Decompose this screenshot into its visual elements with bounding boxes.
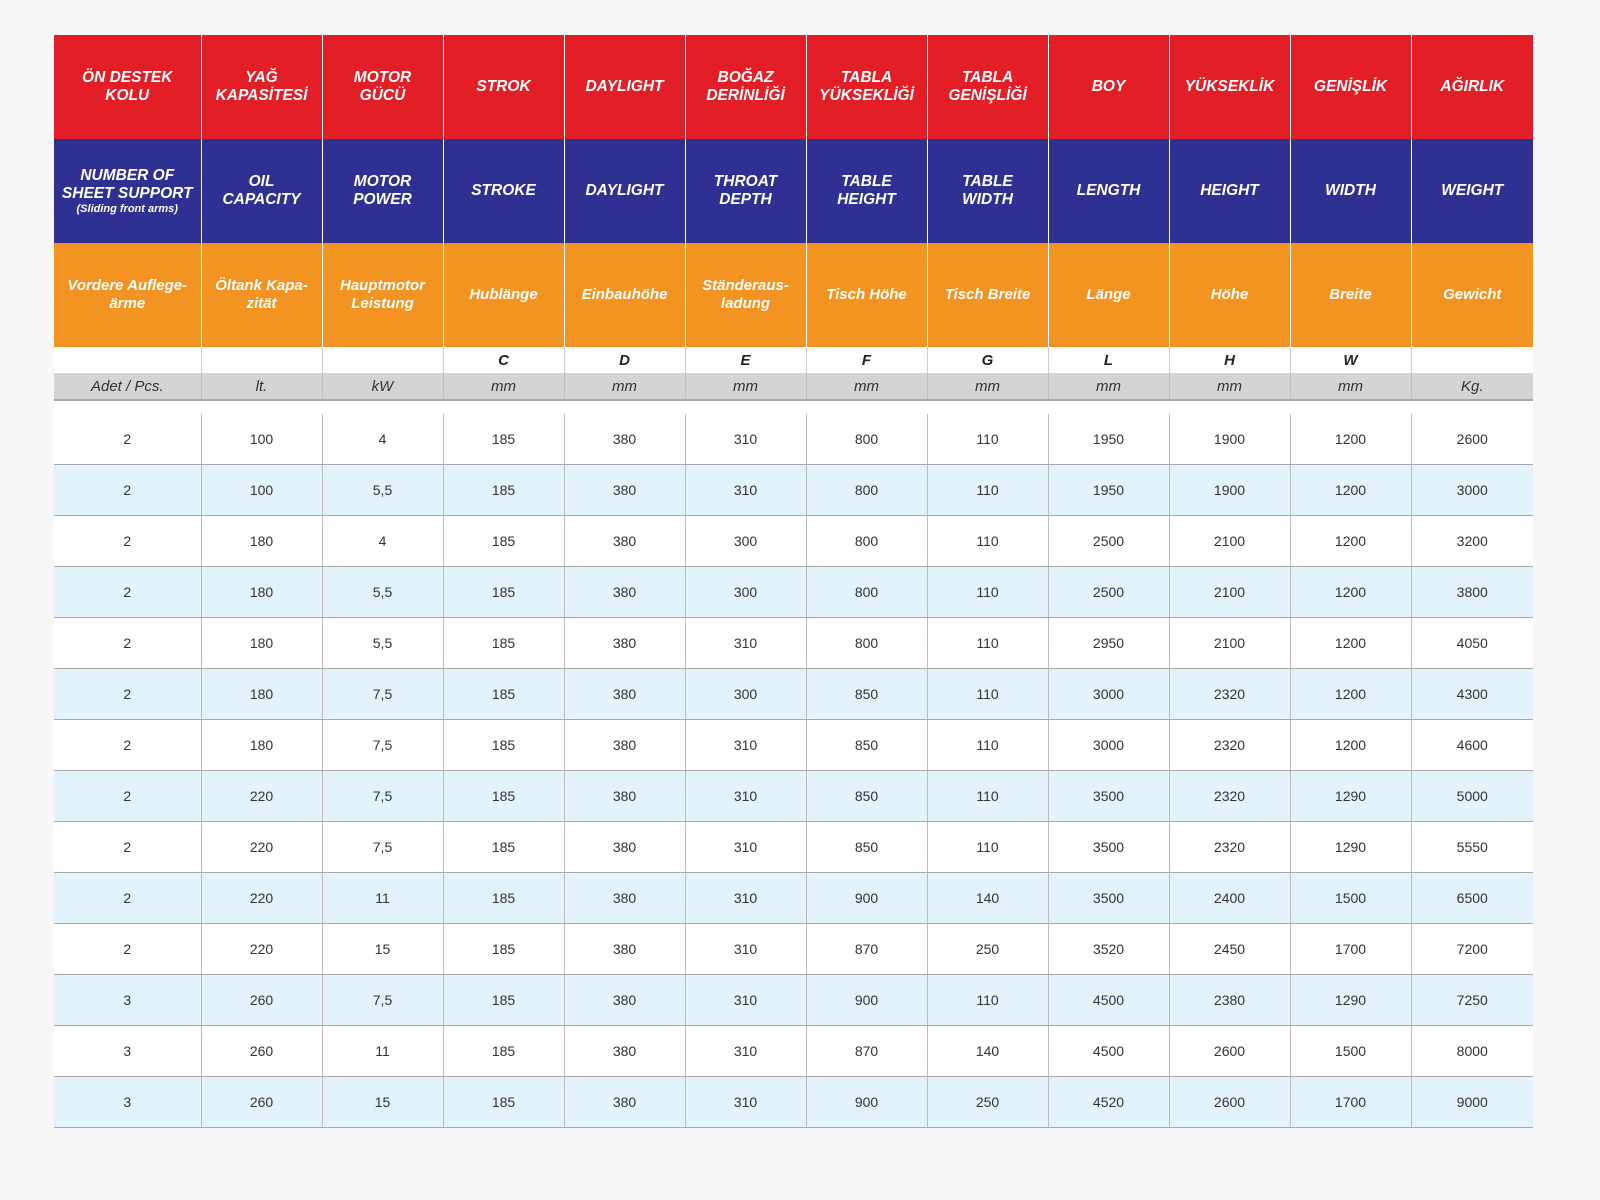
header-tr-table_height-label: TABLA YÜKSEKLİĞİ	[819, 69, 914, 104]
header-de-daylight	[564, 243, 685, 347]
table-cell-length: 2500	[1048, 516, 1169, 567]
header-en-table_width	[927, 139, 1048, 243]
header-de-height	[1169, 243, 1290, 347]
table-cell-width: 1200	[1290, 516, 1411, 567]
table-cell-throat_depth: 300	[685, 516, 806, 567]
table-cell-length: 3000	[1048, 720, 1169, 771]
table-cell-table_height: 850	[806, 822, 927, 873]
table-cell-throat_depth: 310	[685, 1026, 806, 1077]
table-cell-table_width: 110	[927, 465, 1048, 516]
dimension-letter-oil_capacity	[201, 347, 322, 373]
unit-table_width: mm	[927, 373, 1048, 400]
header-en-weight-label: WEIGHT	[1441, 182, 1504, 199]
table-cell-stroke: 185	[443, 465, 564, 516]
table-row	[54, 465, 1533, 516]
unit-motor_power: kW	[322, 373, 443, 400]
table-cell-table_width: 110	[927, 567, 1048, 618]
table-cell-daylight: 380	[564, 414, 685, 465]
header-de-oil_capacity-label: Öltank Kapa- zität	[215, 277, 308, 312]
table-cell-table_width: 110	[927, 516, 1048, 567]
table-cell-table_width: 110	[927, 669, 1048, 720]
table-cell-throat_depth: 310	[685, 924, 806, 975]
header-de-throat_depth-label: Ständeraus- ladung	[702, 277, 789, 312]
table-cell-daylight: 380	[564, 618, 685, 669]
table-cell-width: 1290	[1290, 975, 1411, 1026]
table-cell-height: 2320	[1169, 669, 1290, 720]
header-de-stroke	[443, 243, 564, 347]
header-tr-motor_power	[322, 35, 443, 139]
table-cell-length: 3500	[1048, 771, 1169, 822]
dimension-letter-support_arms	[54, 347, 201, 373]
table-cell-table_height: 900	[806, 975, 927, 1026]
table-cell-support_arms: 3	[54, 975, 201, 1026]
table-cell-stroke: 185	[443, 873, 564, 924]
table-cell-width: 1200	[1290, 567, 1411, 618]
table-cell-stroke: 185	[443, 567, 564, 618]
header-en-throat_depth-label: THROAT DEPTH	[713, 173, 778, 208]
table-cell-table_height: 850	[806, 720, 927, 771]
unit-height: mm	[1169, 373, 1290, 400]
header-en-support_arms	[54, 139, 201, 243]
table-cell-table_width: 110	[927, 414, 1048, 465]
table-cell-length: 3500	[1048, 873, 1169, 924]
table-cell-throat_depth: 310	[685, 873, 806, 924]
header-de-daylight-label: Einbauhöhe	[581, 286, 668, 303]
table-cell-length: 4500	[1048, 975, 1169, 1026]
table-cell-weight: 3200	[1411, 516, 1533, 567]
table-cell-weight: 5000	[1411, 771, 1533, 822]
dimension-letter-daylight: D	[564, 347, 685, 373]
dimension-letter-length: L	[1048, 347, 1169, 373]
table-row	[54, 1026, 1533, 1077]
header-en-oil_capacity	[201, 139, 322, 243]
table-cell-throat_depth: 310	[685, 771, 806, 822]
table-cell-stroke: 185	[443, 720, 564, 771]
table-cell-length: 1950	[1048, 465, 1169, 516]
spacer-row	[54, 400, 1533, 414]
table-cell-table_height: 800	[806, 465, 927, 516]
table-cell-oil_capacity: 180	[201, 516, 322, 567]
table-cell-table_width: 250	[927, 1077, 1048, 1128]
header-en-width-label: WIDTH	[1325, 182, 1376, 199]
table-cell-width: 1700	[1290, 924, 1411, 975]
header-tr-table_height	[806, 35, 927, 139]
table-cell-stroke: 185	[443, 618, 564, 669]
table-cell-motor_power: 5,5	[322, 567, 443, 618]
header-de-table_width	[927, 243, 1048, 347]
header-de-weight-label: Gewicht	[1443, 286, 1502, 303]
table-cell-motor_power: 7,5	[322, 975, 443, 1026]
table-cell-stroke: 185	[443, 1077, 564, 1128]
table-row	[54, 771, 1533, 822]
table-cell-weight: 7250	[1411, 975, 1533, 1026]
table-cell-height: 1900	[1169, 465, 1290, 516]
header-tr-width	[1290, 35, 1411, 139]
table-cell-length: 4520	[1048, 1077, 1169, 1128]
table-cell-height: 2100	[1169, 618, 1290, 669]
table-cell-motor_power: 7,5	[322, 822, 443, 873]
table-cell-oil_capacity: 260	[201, 1077, 322, 1128]
table-cell-oil_capacity: 180	[201, 618, 322, 669]
spacer-cell	[54, 400, 1533, 414]
table-cell-height: 2600	[1169, 1077, 1290, 1128]
table-cell-throat_depth: 310	[685, 465, 806, 516]
header-tr-length-label: BOY	[1091, 78, 1126, 95]
unit-width: mm	[1290, 373, 1411, 400]
header-de-stroke-label: Hublänge	[469, 286, 538, 303]
header-en-stroke-label: STROKE	[471, 182, 536, 199]
table-cell-height: 2450	[1169, 924, 1290, 975]
table-cell-support_arms: 2	[54, 516, 201, 567]
table-cell-weight: 6500	[1411, 873, 1533, 924]
header-de-throat_depth	[685, 243, 806, 347]
unit-table_height: mm	[806, 373, 927, 400]
table-cell-oil_capacity: 220	[201, 771, 322, 822]
table-row	[54, 516, 1533, 567]
table-cell-throat_depth: 300	[685, 567, 806, 618]
table-row	[54, 822, 1533, 873]
table-cell-length: 3000	[1048, 669, 1169, 720]
header-en-support_arms-label: NUMBER OF SHEET SUPPORT	[61, 166, 193, 202]
header-de-width-label: Breite	[1329, 286, 1372, 303]
header-de-length	[1048, 243, 1169, 347]
table-row	[54, 618, 1533, 669]
table-cell-height: 2320	[1169, 720, 1290, 771]
table-cell-motor_power: 11	[322, 1026, 443, 1077]
spec-table	[54, 35, 1533, 1128]
dimension-letter-stroke: C	[443, 347, 564, 373]
header-de-width	[1290, 243, 1411, 347]
table-row	[54, 924, 1533, 975]
table-cell-throat_depth: 310	[685, 1077, 806, 1128]
table-cell-daylight: 380	[564, 720, 685, 771]
table-cell-table_height: 900	[806, 1077, 927, 1128]
table-cell-height: 2600	[1169, 1026, 1290, 1077]
table-row	[54, 414, 1533, 465]
table-cell-daylight: 380	[564, 1026, 685, 1077]
header-de-height-label: Höhe	[1210, 286, 1249, 303]
dimension-letter-width: W	[1290, 347, 1411, 373]
header-tr-length	[1048, 35, 1169, 139]
header-en-subnote: (Sliding front arms)	[76, 202, 178, 215]
header-de-weight	[1411, 243, 1533, 347]
table-cell-weight: 4050	[1411, 618, 1533, 669]
table-cell-throat_depth: 310	[685, 822, 806, 873]
header-tr-support_arms	[54, 35, 201, 139]
header-tr-weight-label: AĞIRLIK	[1440, 78, 1505, 95]
table-cell-stroke: 185	[443, 669, 564, 720]
table-cell-height: 1900	[1169, 414, 1290, 465]
header-tr-daylight-label: DAYLIGHT	[585, 78, 664, 95]
table-cell-daylight: 380	[564, 873, 685, 924]
header-tr-daylight	[564, 35, 685, 139]
table-cell-support_arms: 2	[54, 873, 201, 924]
header-en-width	[1290, 139, 1411, 243]
table-cell-support_arms: 2	[54, 669, 201, 720]
table-cell-table_height: 800	[806, 618, 927, 669]
table-cell-motor_power: 5,5	[322, 618, 443, 669]
table-cell-width: 1700	[1290, 1077, 1411, 1128]
header-tr-stroke	[443, 35, 564, 139]
header-tr-support_arms-label: ÖN DESTEK KOLU	[82, 69, 173, 104]
table-cell-weight: 5550	[1411, 822, 1533, 873]
table-cell-throat_depth: 300	[685, 669, 806, 720]
header-tr-height	[1169, 35, 1290, 139]
header-en-weight	[1411, 139, 1533, 243]
table-cell-stroke: 185	[443, 1026, 564, 1077]
table-cell-width: 1290	[1290, 771, 1411, 822]
table-cell-oil_capacity: 220	[201, 822, 322, 873]
table-cell-motor_power: 4	[322, 414, 443, 465]
dimension-letter-motor_power	[322, 347, 443, 373]
dimension-letter-weight	[1411, 347, 1533, 373]
table-cell-stroke: 185	[443, 771, 564, 822]
table-cell-weight: 4600	[1411, 720, 1533, 771]
header-de-table_height-label: Tisch Höhe	[826, 286, 907, 303]
header-de-motor_power-label: Hauptmotor Leistung	[340, 277, 425, 312]
header-en-table_width-label: TABLE WIDTH	[962, 173, 1013, 208]
table-cell-height: 2380	[1169, 975, 1290, 1026]
table-cell-table_height: 870	[806, 924, 927, 975]
table-cell-daylight: 380	[564, 771, 685, 822]
table-cell-height: 2320	[1169, 771, 1290, 822]
dimension-letter-row	[54, 347, 1533, 373]
table-cell-oil_capacity: 180	[201, 720, 322, 771]
table-cell-throat_depth: 310	[685, 720, 806, 771]
unit-oil_capacity: lt.	[201, 373, 322, 400]
table-cell-table_width: 110	[927, 975, 1048, 1026]
header-en-stroke	[443, 139, 564, 243]
table-cell-daylight: 380	[564, 924, 685, 975]
table-cell-throat_depth: 310	[685, 975, 806, 1026]
dimension-letter-table_width: G	[927, 347, 1048, 373]
unit-support_arms: Adet / Pcs.	[54, 373, 201, 400]
header-tr-table_width-label: TABLA GENİŞLİĞİ	[948, 69, 1027, 104]
table-cell-daylight: 380	[564, 516, 685, 567]
table-cell-support_arms: 2	[54, 567, 201, 618]
table-cell-table_width: 110	[927, 822, 1048, 873]
table-cell-weight: 3800	[1411, 567, 1533, 618]
header-en-height	[1169, 139, 1290, 243]
table-cell-daylight: 380	[564, 669, 685, 720]
table-cell-weight: 4300	[1411, 669, 1533, 720]
table-cell-table_width: 140	[927, 1026, 1048, 1077]
header-de-table_height	[806, 243, 927, 347]
table-cell-daylight: 380	[564, 1077, 685, 1128]
header-tr-height-label: YÜKSEKLİK	[1184, 78, 1275, 95]
header-de-length-label: Länge	[1086, 286, 1131, 303]
table-cell-height: 2320	[1169, 822, 1290, 873]
table-cell-length: 3520	[1048, 924, 1169, 975]
table-cell-stroke: 185	[443, 822, 564, 873]
table-cell-daylight: 380	[564, 822, 685, 873]
unit-daylight: mm	[564, 373, 685, 400]
header-tr-stroke-label: STROK	[476, 78, 531, 95]
table-cell-table_height: 800	[806, 414, 927, 465]
table-row	[54, 975, 1533, 1026]
header-tr-table_width	[927, 35, 1048, 139]
header-de-table_width-label: Tisch Breite	[944, 286, 1031, 303]
table-cell-stroke: 185	[443, 516, 564, 567]
table-cell-width: 1200	[1290, 618, 1411, 669]
unit-throat_depth: mm	[685, 373, 806, 400]
table-cell-support_arms: 3	[54, 1077, 201, 1128]
table-cell-oil_capacity: 100	[201, 465, 322, 516]
table-cell-oil_capacity: 180	[201, 669, 322, 720]
table-cell-table_width: 110	[927, 618, 1048, 669]
table-cell-stroke: 185	[443, 414, 564, 465]
table-cell-oil_capacity: 260	[201, 1026, 322, 1077]
header-de-oil_capacity	[201, 243, 322, 347]
table-cell-weight: 3000	[1411, 465, 1533, 516]
table-cell-support_arms: 2	[54, 822, 201, 873]
table-cell-table_height: 850	[806, 669, 927, 720]
table-cell-length: 1950	[1048, 414, 1169, 465]
table-cell-support_arms: 2	[54, 924, 201, 975]
table-cell-table_height: 800	[806, 516, 927, 567]
table-cell-weight: 9000	[1411, 1077, 1533, 1128]
table-cell-oil_capacity: 180	[201, 567, 322, 618]
header-en-motor_power	[322, 139, 443, 243]
table-cell-weight: 2600	[1411, 414, 1533, 465]
dimension-letter-height: H	[1169, 347, 1290, 373]
table-cell-daylight: 380	[564, 465, 685, 516]
table-cell-stroke: 185	[443, 975, 564, 1026]
table-cell-width: 1200	[1290, 465, 1411, 516]
units-row	[54, 373, 1533, 400]
table-cell-throat_depth: 310	[685, 414, 806, 465]
table-cell-daylight: 380	[564, 567, 685, 618]
table-cell-support_arms: 2	[54, 720, 201, 771]
table-row	[54, 720, 1533, 771]
header-en-height-label: HEIGHT	[1200, 182, 1259, 199]
dimension-letter-table_height: F	[806, 347, 927, 373]
header-tr-oil_capacity	[201, 35, 322, 139]
table-cell-support_arms: 3	[54, 1026, 201, 1077]
table-cell-width: 1500	[1290, 1026, 1411, 1077]
header-row-german	[54, 243, 1533, 347]
table-row	[54, 567, 1533, 618]
header-row-english	[54, 139, 1533, 243]
header-de-support_arms-label: Vordere Auflege- ärme	[67, 277, 188, 312]
table-cell-oil_capacity: 100	[201, 414, 322, 465]
table-cell-weight: 7200	[1411, 924, 1533, 975]
table-cell-motor_power: 5,5	[322, 465, 443, 516]
table-cell-motor_power: 7,5	[322, 720, 443, 771]
header-tr-motor_power-label: MOTOR GÜCÜ	[353, 69, 412, 104]
table-cell-motor_power: 15	[322, 1077, 443, 1128]
table-cell-length: 3500	[1048, 822, 1169, 873]
header-en-motor_power-label: MOTOR POWER	[353, 173, 412, 208]
table-cell-support_arms: 2	[54, 465, 201, 516]
table-cell-height: 2100	[1169, 516, 1290, 567]
table-cell-width: 1200	[1290, 720, 1411, 771]
header-en-throat_depth	[685, 139, 806, 243]
header-en-length-label: LENGTH	[1076, 182, 1141, 199]
header-en-daylight	[564, 139, 685, 243]
table-cell-height: 2100	[1169, 567, 1290, 618]
table-cell-width: 1200	[1290, 414, 1411, 465]
table-cell-table_height: 800	[806, 567, 927, 618]
table-cell-table_width: 250	[927, 924, 1048, 975]
table-cell-length: 2950	[1048, 618, 1169, 669]
table-cell-support_arms: 2	[54, 618, 201, 669]
dimension-letter-throat_depth: E	[685, 347, 806, 373]
header-tr-oil_capacity-label: YAĞ KAPASİTESİ	[215, 69, 308, 104]
header-en-daylight-label: DAYLIGHT	[585, 182, 664, 199]
table-cell-width: 1200	[1290, 669, 1411, 720]
table-cell-table_height: 870	[806, 1026, 927, 1077]
header-row-turkish	[54, 35, 1533, 139]
table-cell-support_arms: 2	[54, 414, 201, 465]
table-cell-oil_capacity: 260	[201, 975, 322, 1026]
table-cell-table_width: 110	[927, 771, 1048, 822]
header-de-motor_power	[322, 243, 443, 347]
table-cell-support_arms: 2	[54, 771, 201, 822]
table-cell-width: 1290	[1290, 822, 1411, 873]
table-cell-motor_power: 15	[322, 924, 443, 975]
unit-weight: Kg.	[1411, 373, 1533, 400]
table-cell-height: 2400	[1169, 873, 1290, 924]
table-cell-stroke: 185	[443, 924, 564, 975]
table-cell-oil_capacity: 220	[201, 873, 322, 924]
table-cell-motor_power: 7,5	[322, 669, 443, 720]
table-cell-table_height: 900	[806, 873, 927, 924]
table-cell-table_width: 140	[927, 873, 1048, 924]
table-row	[54, 873, 1533, 924]
header-tr-weight	[1411, 35, 1533, 139]
table-cell-length: 4500	[1048, 1026, 1169, 1077]
table-cell-length: 2500	[1048, 567, 1169, 618]
table-cell-width: 1500	[1290, 873, 1411, 924]
table-cell-table_height: 850	[806, 771, 927, 822]
unit-stroke: mm	[443, 373, 564, 400]
table-cell-motor_power: 11	[322, 873, 443, 924]
table-cell-oil_capacity: 220	[201, 924, 322, 975]
header-en-table_height-label: TABLE HEIGHT	[837, 173, 896, 208]
table-row	[54, 669, 1533, 720]
table-cell-daylight: 380	[564, 975, 685, 1026]
header-en-table_height	[806, 139, 927, 243]
table-cell-motor_power: 4	[322, 516, 443, 567]
header-de-support_arms	[54, 243, 201, 347]
unit-length: mm	[1048, 373, 1169, 400]
header-en-length	[1048, 139, 1169, 243]
table-cell-motor_power: 7,5	[322, 771, 443, 822]
header-tr-throat_depth	[685, 35, 806, 139]
table-row	[54, 1077, 1533, 1128]
header-tr-throat_depth-label: BOĞAZ DERİNLİĞİ	[706, 69, 785, 104]
table-cell-throat_depth: 310	[685, 618, 806, 669]
table-cell-table_width: 110	[927, 720, 1048, 771]
table-cell-weight: 8000	[1411, 1026, 1533, 1077]
header-en-oil_capacity-label: OIL CAPACITY	[222, 173, 301, 208]
header-tr-width-label: GENİŞLİK	[1313, 78, 1388, 95]
